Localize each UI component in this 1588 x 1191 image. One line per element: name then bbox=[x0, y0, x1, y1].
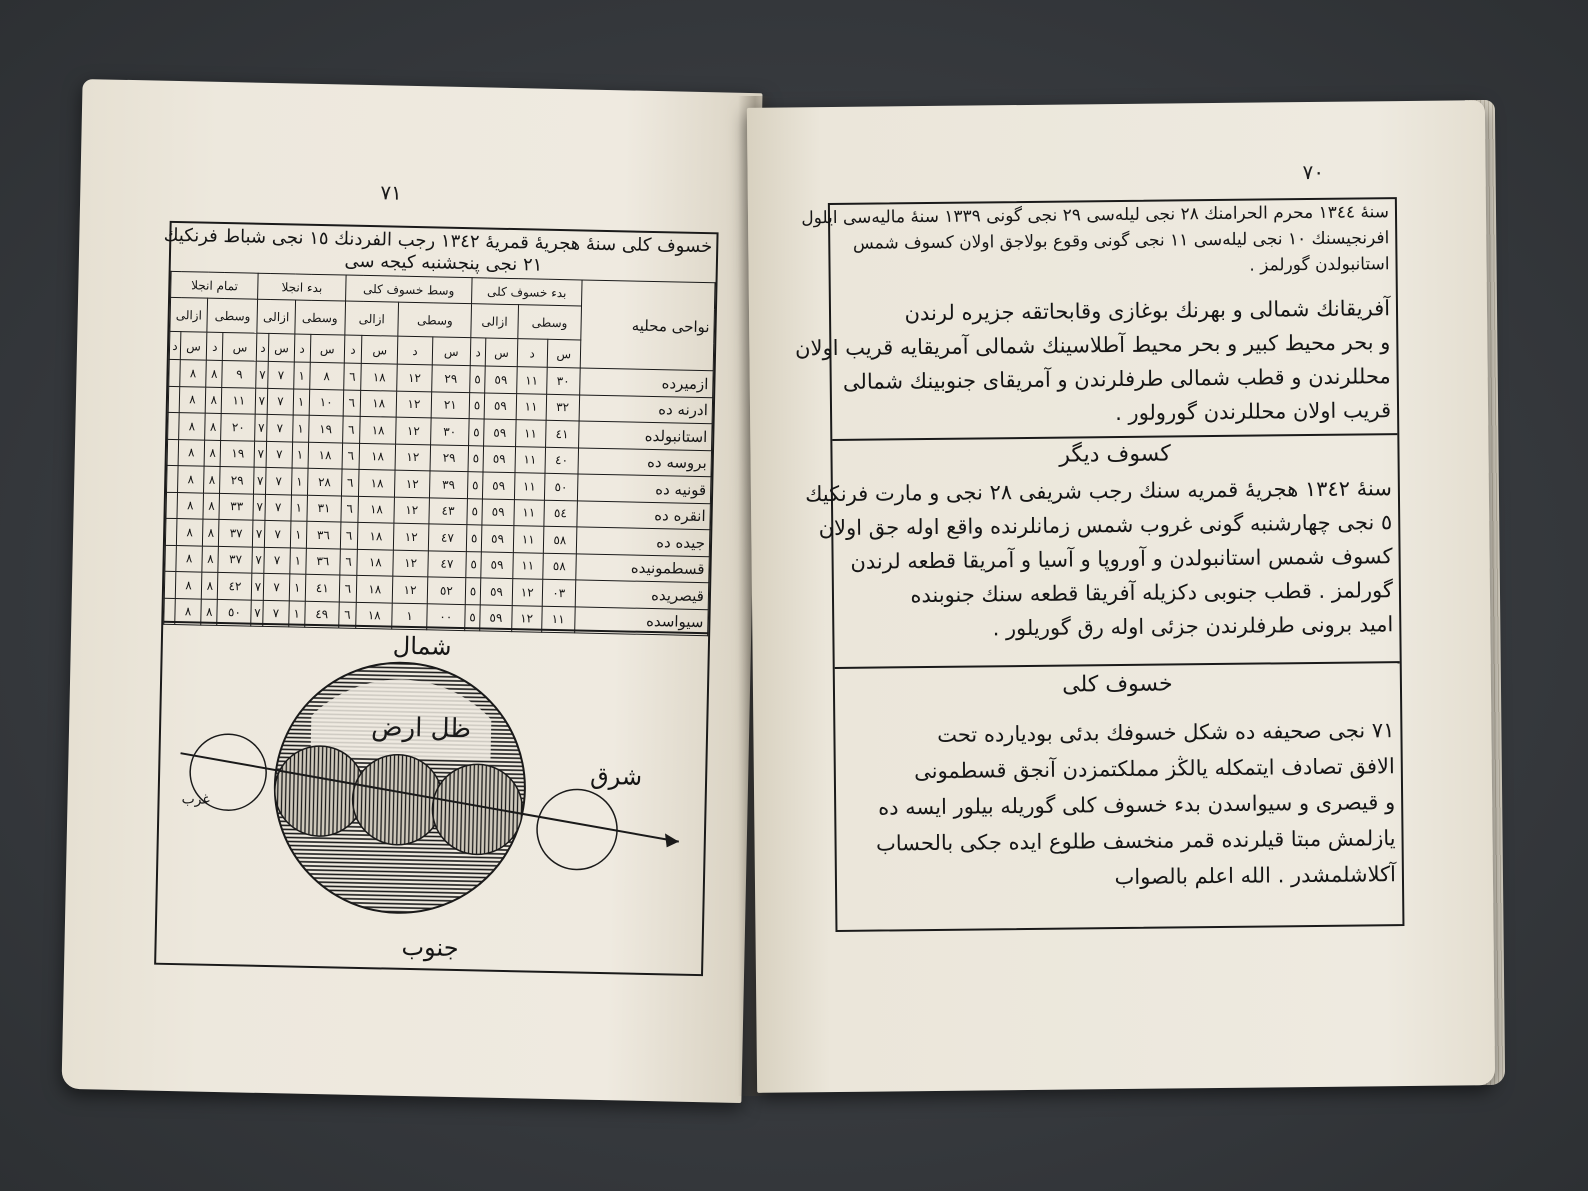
time-cell: ٥٠ bbox=[217, 599, 252, 626]
empty-cell bbox=[165, 518, 176, 545]
time-cell: ١٢ bbox=[397, 364, 432, 391]
time-cell: ٧ bbox=[256, 388, 269, 415]
time-cell: ٤١ bbox=[545, 420, 579, 447]
time-cell: ٥٩ bbox=[484, 392, 516, 419]
time-cell: ٥٨ bbox=[542, 553, 576, 580]
time-cell: ٧ bbox=[252, 573, 265, 600]
time-cell: ٨ bbox=[176, 519, 203, 546]
para1-line-4: قريب اولان محللرندن گورولور . bbox=[1114, 398, 1392, 426]
unit-header: د bbox=[517, 339, 547, 368]
time-cell: ١١ bbox=[222, 387, 257, 414]
unit-header: د bbox=[294, 334, 311, 362]
sub-header: ازالی bbox=[170, 297, 208, 332]
time-cell: ١٢ bbox=[393, 550, 428, 577]
para3-line-1: ٧١ نجی صحيفه ده شكل خسوفك بدئی بوديارده تحت bbox=[937, 718, 1395, 747]
time-cell: ٧ bbox=[268, 361, 294, 388]
time-cell: ١٩ bbox=[308, 415, 343, 442]
city-name: قیصریده bbox=[575, 580, 709, 609]
stub-header: نواحی محلیه bbox=[580, 280, 715, 371]
time-cell: ٥ bbox=[466, 525, 482, 552]
time-cell: ٧ bbox=[255, 414, 268, 441]
time-cell: ١ bbox=[292, 441, 309, 468]
header-line-2: افرنجيسنك ١٠ نجی ليله‌سی ١١ نجی گونی وقوع بولاجق اولان كسوف شمس bbox=[852, 228, 1390, 254]
time-cell: ٤٢ bbox=[218, 572, 253, 599]
sub-header: وسطی bbox=[294, 300, 345, 335]
time-cell: ٧ bbox=[251, 600, 264, 627]
time-cell: ٨ bbox=[179, 386, 206, 413]
para1-line-2: و بحر محيط كبير و بحر محيط آطلاسينك شمالی آمريقايه قريب اولان bbox=[794, 330, 1391, 361]
time-cell: ٦ bbox=[343, 390, 361, 417]
time-cell: ٥ bbox=[465, 578, 481, 605]
time-cell: ٧ bbox=[252, 547, 265, 574]
time-cell: ١٢ bbox=[512, 579, 542, 606]
unit-header: س bbox=[180, 332, 207, 361]
time-cell: ٢٩ bbox=[430, 444, 469, 471]
para2-line-4: گورلمز . قطب جنوبی دكزيله آفريقا قطعه سنك جنوبنده bbox=[910, 578, 1394, 608]
time-cell: ٥٠ bbox=[544, 473, 578, 500]
unit-header: س bbox=[485, 338, 517, 367]
para2-line-5: اميد برونی طرفلرندن جزئی اوله رق گوريلور . bbox=[992, 612, 1394, 641]
time-cell: ٨ bbox=[178, 439, 205, 466]
time-cell: ١ bbox=[290, 494, 307, 521]
unit-header: س bbox=[269, 333, 295, 362]
time-cell: ٠٣ bbox=[542, 579, 576, 606]
left-page bbox=[61, 79, 762, 1103]
unit-header: د bbox=[398, 336, 433, 365]
time-cell: ٦ bbox=[340, 522, 358, 549]
time-cell: ١٨ bbox=[356, 575, 393, 602]
time-cell: ٢٩ bbox=[431, 365, 470, 392]
time-cell: ٨ bbox=[203, 519, 220, 546]
time-cell: ٥٩ bbox=[483, 472, 515, 499]
city-name: ادرنه ده bbox=[579, 394, 713, 423]
time-cell: ٨ bbox=[202, 572, 219, 599]
unit-header: د bbox=[169, 331, 180, 359]
para2-line-3: كسوف شمس استانبولدن و آوروپا و آسيا و آمريقا قطعه لرندن bbox=[850, 544, 1393, 574]
time-cell: ٤٧ bbox=[428, 524, 467, 551]
time-cell: ١٢ bbox=[393, 576, 428, 603]
empty-cell bbox=[169, 359, 180, 386]
page-number-right: ٧٠ bbox=[1302, 159, 1325, 185]
unit-header: س bbox=[361, 335, 398, 364]
empty-cell bbox=[168, 386, 179, 413]
time-cell: ٤٩ bbox=[304, 601, 339, 628]
time-cell: ٥٩ bbox=[480, 578, 512, 605]
time-cell: ٣٠ bbox=[430, 418, 469, 445]
time-cell: ٩ bbox=[222, 360, 257, 387]
sub-header: ازالی bbox=[257, 299, 295, 334]
time-cell: ٨ bbox=[204, 440, 221, 467]
time-cell: ١١ bbox=[515, 446, 545, 473]
right-page bbox=[747, 100, 1495, 1093]
time-cell: ٨ bbox=[175, 598, 202, 625]
time-cell: ١١ bbox=[541, 606, 575, 633]
time-cell: ٦ bbox=[338, 601, 356, 628]
time-cell: ٧ bbox=[264, 573, 290, 600]
time-cell: ١١ bbox=[514, 473, 544, 500]
para1-line-1: آفريقانك شمالی و بهرنك بوغازی وقابحاتقه جزيره لرندن bbox=[904, 296, 1391, 326]
time-cell: ١١ bbox=[514, 499, 544, 526]
time-cell: ١٨ bbox=[360, 390, 397, 417]
sub-header: وسطی bbox=[207, 298, 258, 333]
city-name: ازمیرده bbox=[580, 368, 714, 397]
time-cell: ٢١ bbox=[431, 391, 470, 418]
time-cell: ٨ bbox=[177, 466, 204, 493]
time-cell: ١٢ bbox=[395, 470, 430, 497]
time-cell: ١ bbox=[292, 415, 309, 442]
time-cell: ١ bbox=[289, 574, 306, 601]
time-cell: ٦ bbox=[339, 575, 357, 602]
time-cell: ٥ bbox=[468, 472, 484, 499]
time-cell: ٣٠ bbox=[546, 367, 580, 394]
time-cell: ١٢ bbox=[511, 605, 541, 632]
time-cell: ٤٧ bbox=[427, 550, 466, 577]
empty-cell bbox=[168, 412, 179, 439]
sub-header: وسطی bbox=[398, 302, 471, 338]
time-cell: ٤٠ bbox=[545, 447, 579, 474]
time-cell: ٨ bbox=[204, 466, 221, 493]
time-cell: ٧ bbox=[263, 600, 289, 627]
time-cell: ٣٦ bbox=[306, 521, 341, 548]
time-cell: ٧ bbox=[254, 467, 267, 494]
sub-header: وسطی bbox=[518, 305, 582, 340]
time-cell: ٧ bbox=[253, 494, 266, 521]
time-cell: ٨ bbox=[180, 360, 207, 387]
empty-cell bbox=[167, 439, 178, 466]
city-name: استانبولده bbox=[579, 421, 713, 450]
time-cell: ٧ bbox=[254, 441, 267, 468]
time-cell: ٥٩ bbox=[481, 525, 513, 552]
time-cell: ١٢ bbox=[396, 417, 431, 444]
time-cell: ٧ bbox=[266, 441, 292, 468]
time-cell: ٣٧ bbox=[218, 546, 253, 573]
time-cell: ٥٩ bbox=[482, 498, 514, 525]
time-cell: ٨ bbox=[176, 545, 203, 572]
eclipse-timetable bbox=[163, 271, 715, 636]
time-cell: ٥٩ bbox=[483, 445, 515, 472]
sub-header: ازالی bbox=[471, 304, 518, 339]
time-cell: ١٢ bbox=[394, 497, 429, 524]
time-cell: ١٢ bbox=[394, 523, 429, 550]
time-cell: ١٨ bbox=[359, 469, 396, 496]
time-cell: ٦ bbox=[341, 495, 359, 522]
unit-header: د bbox=[207, 332, 224, 360]
time-cell: ٦ bbox=[342, 416, 360, 443]
time-cell: ١ bbox=[291, 468, 308, 495]
time-cell: ٨ bbox=[175, 572, 202, 599]
time-cell: ٥٩ bbox=[485, 366, 517, 393]
group-header: وسط خسوف كلی bbox=[345, 275, 472, 304]
time-cell: ٨ bbox=[178, 413, 205, 440]
unit-header: د bbox=[470, 338, 486, 366]
time-cell: ٣٧ bbox=[219, 519, 254, 546]
city-name: سیواسده bbox=[575, 606, 709, 635]
time-cell: ٥ bbox=[469, 419, 485, 446]
empty-cell bbox=[165, 545, 176, 572]
time-cell: ٦ bbox=[341, 469, 359, 496]
path-arrow bbox=[665, 833, 679, 847]
time-cell: ٨ bbox=[177, 492, 204, 519]
unit-header: د bbox=[257, 333, 270, 361]
unit-header: س bbox=[223, 332, 258, 361]
time-cell: ٧ bbox=[265, 520, 291, 547]
para3-line-4: يازلمش مبتا قيلرنده قمر منخسف طلوع ايده جكی بالحساب bbox=[875, 826, 1396, 856]
time-cell: ٥٢ bbox=[427, 577, 466, 604]
unit-header: س bbox=[547, 339, 581, 368]
empty-cell bbox=[164, 571, 175, 598]
time-cell: ١١ bbox=[515, 420, 545, 447]
time-cell: ٥٩ bbox=[481, 551, 513, 578]
label-east: شرق bbox=[589, 761, 643, 791]
time-cell: ٢٨ bbox=[307, 468, 342, 495]
time-cell: ١٩ bbox=[220, 440, 255, 467]
text-frame bbox=[794, 197, 1405, 932]
time-cell: ٦ bbox=[340, 548, 358, 575]
time-cell: ٣٩ bbox=[429, 471, 468, 498]
time-cell: ٨ bbox=[205, 387, 222, 414]
table-frame bbox=[154, 221, 718, 976]
time-cell: ١٢ bbox=[395, 444, 430, 471]
time-cell: ٣١ bbox=[307, 495, 342, 522]
time-cell: ٦ bbox=[343, 363, 361, 390]
time-cell: ٨ bbox=[202, 546, 219, 573]
time-cell: ٢٠ bbox=[221, 413, 256, 440]
moon-position-3 bbox=[432, 763, 524, 855]
time-cell: ١٢ bbox=[397, 391, 432, 418]
time-cell: ١١ bbox=[516, 393, 546, 420]
page-number-left: ٧١ bbox=[380, 180, 403, 205]
shadow-label: ظل ارض bbox=[370, 712, 472, 745]
moon-position-2 bbox=[352, 754, 444, 846]
time-cell: ١٠ bbox=[309, 389, 344, 416]
time-cell: ٧ bbox=[264, 547, 290, 574]
time-cell: ٣٦ bbox=[306, 548, 341, 575]
time-cell: ٦ bbox=[342, 443, 360, 470]
time-cell: ١ bbox=[293, 362, 310, 389]
time-cell: ٥٩ bbox=[480, 604, 512, 631]
time-cell: ٧ bbox=[268, 388, 294, 415]
time-cell: ١٨ bbox=[361, 363, 398, 390]
time-cell: ٨ bbox=[309, 362, 344, 389]
para3-line-5: آكلاشلمشدر . الله اعلم بالصواب bbox=[1114, 862, 1397, 890]
time-cell: ٥٤ bbox=[543, 500, 577, 527]
time-cell: ٥٨ bbox=[543, 526, 577, 553]
time-cell: ٨ bbox=[201, 599, 218, 626]
time-cell: ١٨ bbox=[357, 549, 394, 576]
time-cell: ١٨ bbox=[357, 522, 394, 549]
time-cell: ٥ bbox=[465, 604, 481, 631]
time-cell: ٨ bbox=[206, 360, 223, 387]
unit-header: د bbox=[344, 335, 362, 363]
time-cell: ٥ bbox=[467, 498, 483, 525]
section2-title: كسوف ديگر bbox=[1059, 441, 1171, 468]
time-cell: ٨ bbox=[203, 493, 220, 520]
time-cell: ١ bbox=[288, 600, 305, 627]
time-cell: ٤٣ bbox=[429, 497, 468, 524]
table-title-line-2: ٢١ نجی پنجشنبه كيجه سی bbox=[344, 250, 543, 276]
city-name: بروسه ده bbox=[578, 447, 712, 476]
time-cell: ٤١ bbox=[305, 574, 340, 601]
time-cell: ١ bbox=[289, 547, 306, 574]
time-cell: ١٨ bbox=[360, 416, 397, 443]
para1-line-3: محللرندن و قطب شمالی طرفلرندن و آمريقای جنوبينك شمالی bbox=[842, 364, 1391, 394]
unit-header: س bbox=[432, 337, 471, 366]
time-cell: ٢٩ bbox=[220, 466, 255, 493]
time-cell: ٠٠ bbox=[426, 603, 465, 630]
time-cell: ٣٣ bbox=[219, 493, 254, 520]
time-cell: ١ bbox=[290, 521, 307, 548]
para2-line-1: سنۀ ١٣٤٢ هجريۀ قمريه سنك رجب شريفی ٢٨ نجی و مارت فرنكيك bbox=[805, 476, 1393, 507]
city-name: قسطمونیده bbox=[576, 553, 710, 582]
para2-line-2: ٥ نجی چهارشنبه گونی غروب شمس زمانلرنده واقع اوله جق اولان bbox=[818, 510, 1393, 541]
time-cell: ٥ bbox=[469, 392, 485, 419]
label-north: شمال bbox=[392, 631, 452, 661]
time-cell: ١١ bbox=[513, 552, 543, 579]
time-cell: ٥ bbox=[466, 551, 482, 578]
group-header: بدء خسوف كلی bbox=[472, 278, 582, 306]
time-cell: ٨ bbox=[205, 413, 222, 440]
time-cell: ٥ bbox=[468, 445, 484, 472]
sub-header: ازالی bbox=[345, 301, 399, 336]
time-cell: ٣٢ bbox=[546, 394, 580, 421]
empty-cell bbox=[166, 492, 177, 519]
group-header: بدء انجلا bbox=[258, 273, 346, 301]
time-cell: ٥٩ bbox=[484, 419, 516, 446]
group-header: تمام انجلا bbox=[171, 271, 259, 299]
time-cell: ٧ bbox=[256, 361, 269, 388]
table-title-line-1: خسوف كلی سنۀ هجريۀ قمريۀ ١٣٤٢ رجب الفردنك ١٥ نجی شباط فرنكيك bbox=[163, 224, 713, 258]
para3-line-3: و قيصری و سيواسدن بدء خسوف كلی گوريله بيلور ايسه ده bbox=[878, 790, 1396, 820]
time-cell: ٧ bbox=[253, 520, 266, 547]
empty-cell bbox=[167, 465, 178, 492]
time-cell: ١٨ bbox=[356, 602, 393, 629]
city-name: جیده ده bbox=[576, 527, 710, 556]
header-line-3: استانبولدن گورلمز . bbox=[1249, 254, 1390, 276]
time-cell: ٧ bbox=[265, 494, 291, 521]
section3-title: خسوف كلی bbox=[1062, 671, 1173, 698]
header-line-1: سنۀ ١٣٤٤ محرم الحرامنك ٢٨ نجی ليله‌سی ٢٩ نجی گونی ١٣٣٩ سنۀ ماليه‌سی ايلول bbox=[801, 202, 1390, 229]
time-cell: ١٨ bbox=[358, 496, 395, 523]
label-west: غرب bbox=[181, 791, 210, 808]
unit-header: س bbox=[310, 334, 345, 363]
city-name: قونيه ده bbox=[577, 474, 711, 503]
section-divider-2 bbox=[835, 661, 1400, 669]
time-cell: ١ bbox=[392, 603, 427, 630]
time-cell: ١١ bbox=[513, 526, 543, 553]
time-cell: ٧ bbox=[266, 467, 292, 494]
time-cell: ٥ bbox=[470, 366, 486, 393]
time-cell: ٧ bbox=[267, 414, 293, 441]
para3-line-2: الافق تصادف ايتمكله يالڭز مملكتمزدن آنجق قسطمونی bbox=[914, 754, 1395, 784]
eclipse-diagram bbox=[157, 653, 708, 944]
time-cell: ١٨ bbox=[359, 443, 396, 470]
time-cell: ١١ bbox=[516, 367, 546, 394]
time-cell: ١ bbox=[293, 388, 310, 415]
label-south: جنوب bbox=[401, 932, 459, 963]
time-cell: ١٨ bbox=[308, 442, 343, 469]
moon-position-1 bbox=[274, 745, 366, 837]
city-name: انقره ده bbox=[577, 500, 711, 529]
